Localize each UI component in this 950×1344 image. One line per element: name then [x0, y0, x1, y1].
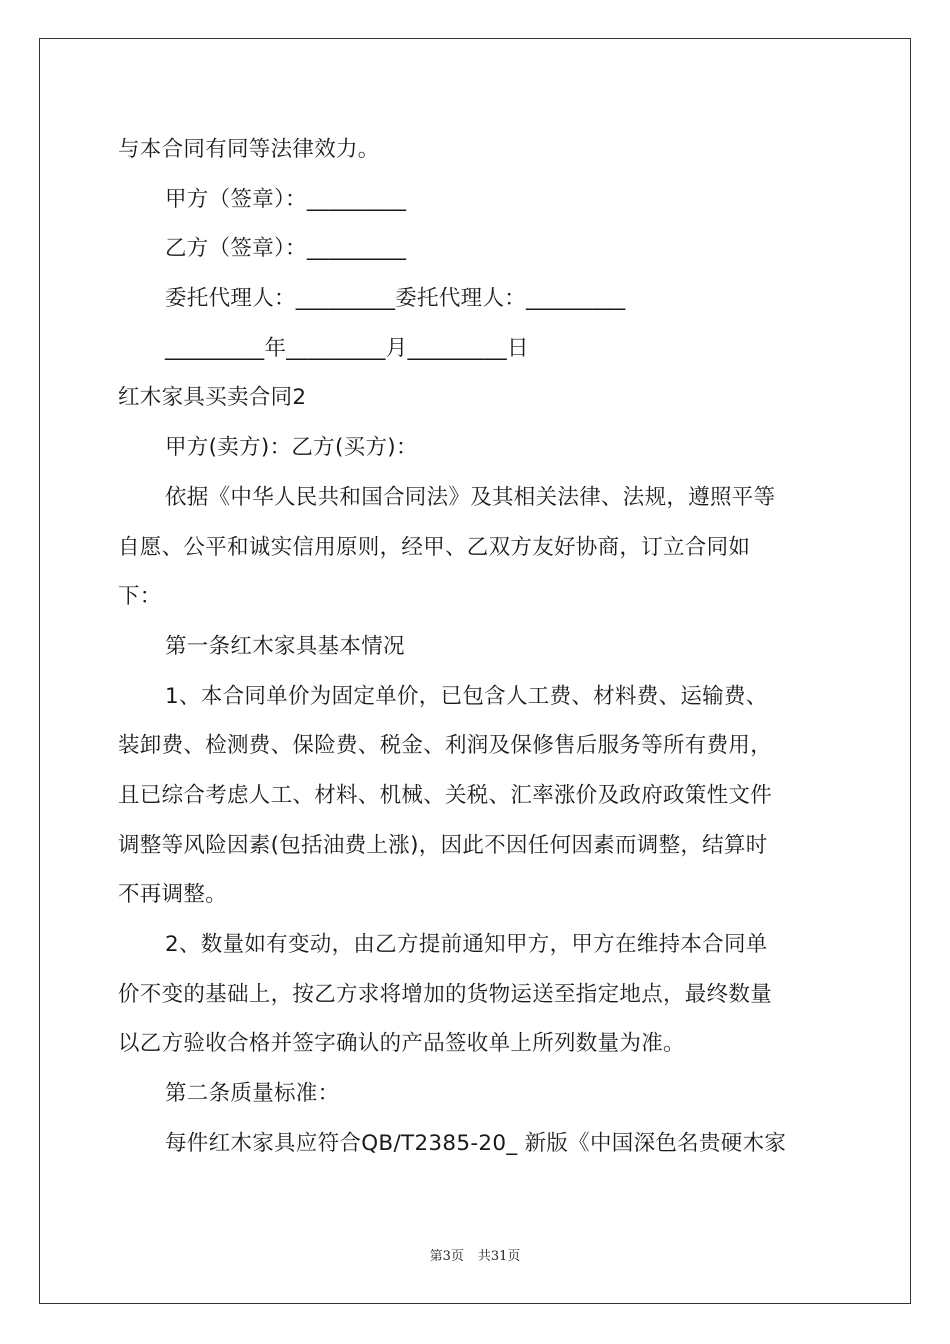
- page-number: 第3页: [429, 1249, 464, 1264]
- page-total: 共31页: [477, 1249, 521, 1264]
- paragraph-line: 且已综合考虑人工、材料、机械、关税、汇率涨价及政府政策性文件: [118, 783, 773, 808]
- paragraph-line: 下：: [118, 584, 162, 609]
- article-heading: 第二条质量标准：: [165, 1081, 340, 1106]
- paragraph-line: 不再调整。: [118, 882, 228, 907]
- signature-line-party-b: 乙方（签章）：_________: [165, 236, 407, 261]
- paragraph-line: 依据《中华人民共和国合同法》及其相关法律、法规，遵照平等: [165, 485, 776, 510]
- paragraph-line: 每件红木家具应符合QB/T2385-20_ 新版《中国深色名贵硬木家: [165, 1131, 787, 1156]
- article-heading: 第一条红木家具基本情况: [165, 634, 405, 659]
- paragraph-line: 2、数量如有变动，由乙方提前通知甲方，甲方在维持本合同单: [165, 932, 768, 957]
- page-border: [39, 38, 911, 1304]
- paragraph-line: 以乙方验收合格并签字确认的产品签收单上所列数量为准。: [118, 1031, 685, 1056]
- paragraph-line: 1、本合同单价为固定单价，已包含人工费、材料费、运输费、: [165, 684, 768, 709]
- signature-line-party-a: 甲方（签章）：_________: [165, 187, 407, 212]
- parties-line: 甲方(卖方)：乙方(买方)：: [165, 435, 418, 460]
- section-heading: 红木家具买卖合同2: [118, 385, 307, 410]
- paragraph-line: 价不变的基础上，按乙方求将增加的货物运送至指定地点，最终数量: [118, 982, 773, 1007]
- paragraph-line: 装卸费、检测费、保险费、税金、利润及保修售后服务等所有费用，: [118, 733, 773, 758]
- paragraph-line: 自愿、公平和诚实信用原则，经甲、乙双方友好协商，订立合同如: [118, 535, 751, 560]
- text-line: 与本合同有同等法律效力。: [118, 137, 380, 162]
- agent-line: 委托代理人：_________委托代理人：_________: [165, 286, 626, 311]
- paragraph-line: 调整等风险因素(包括油费上涨)，因此不因任何因素而调整，结算时: [118, 833, 768, 858]
- date-line: _________年_________月_________日: [165, 336, 529, 361]
- page-footer: [0, 1245, 950, 1264]
